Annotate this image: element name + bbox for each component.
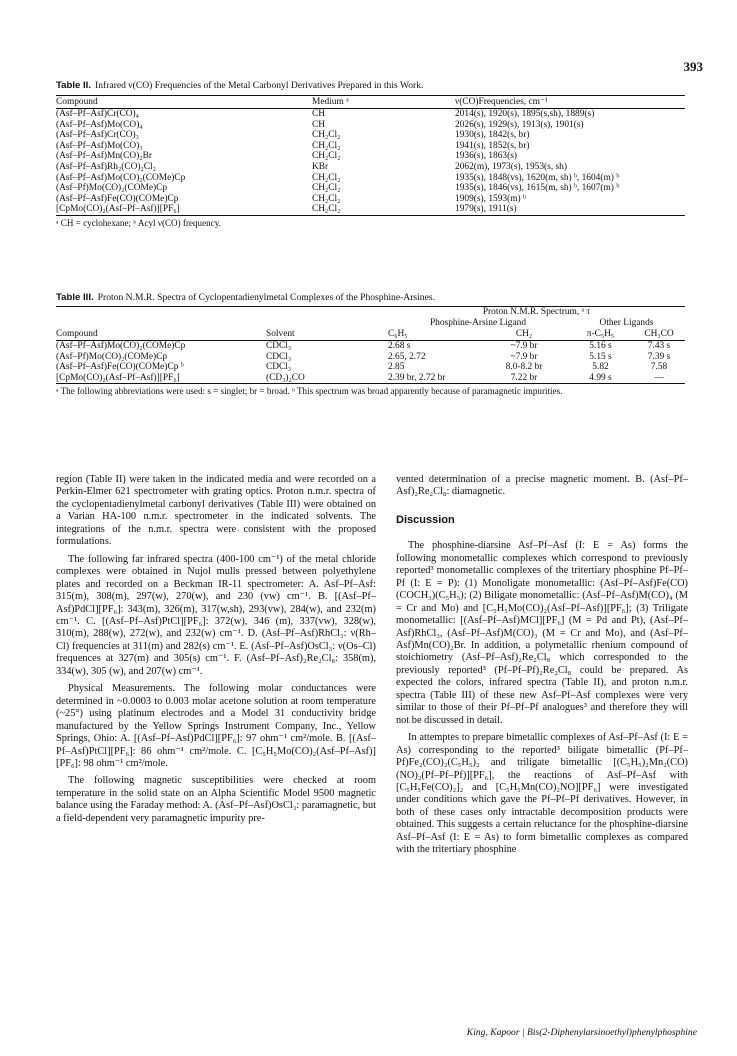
table-cell: (Asf–Pf–Asf)Mo(CO)₂(COMe)Cp [56, 341, 186, 351]
table3-header: CH₂ [515, 329, 533, 339]
table-cell: CH₂Cl₂ [312, 130, 341, 141]
table-row [56, 130, 685, 141]
table-cell: 7.22 br [510, 372, 538, 383]
table-cell: 7.39 s [647, 351, 671, 362]
right-column [396, 474, 688, 857]
table-cell: 1935(s), 1848(vs), 1620(m, sh) ᵇ, 1604(m) ᵇ [455, 172, 620, 183]
page-number: 393 [683, 59, 703, 74]
table3-header: Compound [56, 329, 98, 339]
table-cell: (Asf–Pf)Mo(CO)₂(COMe)Cp [56, 183, 168, 194]
table-cell: CH₂Cl₂ [312, 172, 341, 183]
table3-header: π-C₅H₅ [586, 329, 615, 339]
table-row [56, 173, 685, 184]
table3-group-header: Proton N.M.R. Spectrum, ᵃ τ [482, 307, 591, 317]
table3-header: CH₃CO [644, 329, 674, 339]
table-cell: (Asf–Pf–Asf)Mn(CO)₂Br [56, 151, 152, 162]
table-cell: (Asf–Pf–Asf)Fe(CO)(COMe)Cp [56, 193, 179, 204]
table-row [56, 151, 685, 162]
table-cell: CH [312, 109, 326, 119]
table-cell: (Asf–Pf–Asf)Mo(CO)₂(COMe)Cp [56, 172, 186, 183]
table-cell: 2.68 s [388, 341, 411, 351]
table-cell: 5.16 s [589, 341, 612, 351]
table-cell: CH₂Cl₂ [312, 140, 341, 151]
body-paragraph: Physical Measurements. The following molar conductances were determined in ~0.0003 to 0.003 molar acetone solution at room temperature (~25°) using platinum electrodes and a Model 31 conductivity bridge manufactured by the Yellow Springs Instrument Company, Inc., Yellow Springs, Ohio: A. [(Asf–Pf–Asf)PdCl][PF₆]: 97 ohm⁻¹ cm²/mole. B. [(Asf–Pf–Asf)PtCl][PF₆]: 86 ohm⁻¹ cm²/mole. C. [C₅H₅Mo(CO)₂(Asf–Pf–Asf)][PF₆]: 98 ohm⁻¹ cm²/mole. [56, 683, 376, 769]
table-cell: 2062(m), 1973(s), 1953(s, sh) [455, 161, 567, 172]
table-cell: [CpMo(CO)₂(Asf–Pf–Asf)][PF₆] [56, 372, 180, 383]
table-row [56, 183, 685, 194]
body-paragraph: In attemptes to prepare bimetallic complexes of Asf–Pf–Asf (I: E = As) corresponding to the reported³ biligate bimetallic (Pf–Pf–Pf)Fe₂(CO)₂(C₅H₅)₂ and triligate bimetallic [(C₅H₅)₂Mn₂(CO)(NO)₂(Pf–Pf–Pf)][PF₆], the reactions of Asf–Pf–Asf with [C₅H₅Fe(CO)₂]₂ and [C₅H₅Mn(CO)₂NO][PF₆] were investigated under conditions which gave the Pf–Pf–Pf derivatives. However, in both of these cases only intractable decomposition products were obtained. This suggests a certain reluctance for the phosphine-diarsine Asf–Pf–Asf (I: E = As) to form bimetallic complexes as compared with the tritertiary phosphine [396, 732, 688, 856]
table-cell: 1935(s), 1846(vs), 1615(m, sh) ᵇ, 1607(m) ᵇ [455, 183, 620, 194]
table-cell: ~7.9 br [510, 351, 538, 362]
body-paragraph: The following magnetic susceptibilities were checked at room temperature in the solid state on an Alpha Scientific Model 9500 magnetic balance using the Faraday method: A. (Asf–Pf–Asf)OsCl₃: paramagnetic, but a field-dependent very paramagnetic impurity pre- [56, 775, 376, 824]
table-row [56, 120, 685, 131]
table-cell: — [654, 372, 664, 383]
table-row [56, 341, 685, 352]
table2-header: Medium ᵃ [312, 96, 349, 107]
table-row [56, 109, 685, 120]
body-paragraph: vented determination of a precise magnetic moment. B. (Asf–Pf–Asf)₂Re₂Cl₈: diamagnetic. [396, 474, 688, 498]
table-cell: CH [312, 119, 326, 130]
table3-caption: Table III. Proton N.M.R. Spectra of Cyclopentadienylmetal Complexes of the Phosphine-Arsines. [56, 292, 435, 303]
table2-header: Compound [56, 96, 98, 107]
table-cell: (CD₃)₂CO [266, 372, 305, 383]
table-cell: (Asf–Pf–Asf)Mo(CO)₃ [56, 140, 143, 151]
table-cell: CDCl₃ [266, 351, 292, 362]
table-cell: CDCl₃ [266, 362, 292, 373]
table-cell: CH₂Cl₂ [312, 183, 341, 194]
table-row [56, 352, 685, 363]
table2-footnote: ᵃ CH = cyclohexane; ᵇ Acyl ν(CO) frequency. [56, 217, 221, 228]
table-row [56, 194, 685, 205]
table-cell: (Asf–Pf–Asf)Cr(CO)₄ [56, 109, 139, 119]
table2 [56, 95, 685, 228]
table-cell: CH₂Cl₂ [312, 193, 341, 204]
table-cell: (Asf–Pf–Asf)Fe(CO)(COMe)Cp ᵇ [56, 362, 184, 373]
table-cell: CDCl₃ [266, 341, 292, 351]
table-cell: 4.99 s [589, 372, 612, 383]
table-cell: [CpMo(CO)₂(Asf–Pf–Asf)][PF₆] [56, 204, 180, 215]
table3-ligand-header: Phosphine-Arsine Ligand [429, 318, 527, 328]
table3-footnote: ᵃ The following abbreviations were used: s = singlet; br = broad. ᵇ This spectrum was broad apparently because of paramagnetic impurities. [56, 386, 563, 397]
table-cell: 8.0-8.2 br [505, 362, 543, 373]
table-cell: 2026(s), 1929(s), 1913(s), 1901(s) [455, 119, 584, 130]
table-cell: 1941(s), 1852(s, br) [455, 140, 530, 151]
body-paragraph: region (Table II) were taken in the indicated media and were recorded on a Perkin-Elmer 621 spectrometer with grating optics. Proton n.m.r. spectra of the cyclopentadienylmetal carbonyl derivatives (Table III) were obtained on a Varian HA-100 n.m.r. spectrometer in the indicated solvents. The integrations of the n.m.r. spectra were consistent with the proposed formulations. [56, 474, 376, 548]
table-cell: 1909(s), 1593(m) ᵇ [455, 193, 526, 204]
table-cell: 2.85 [388, 362, 405, 373]
table-cell: 7.58 [650, 362, 668, 373]
table-cell: (Asf–Pf–Asf)Rh₂(CO)₂Cl₂ [56, 161, 156, 172]
table-cell: 1979(s), 1911(s) [455, 204, 517, 215]
table-cell: 2.65, 2.72 [388, 351, 426, 362]
table2-caption: Table II. Infrared ν(CO) Frequencies of the Metal Carbonyl Derivatives Prepared in this Work. [56, 80, 424, 91]
table-cell: 2014(s), 1920(s), 1895(s,sh), 1889(s) [455, 109, 595, 119]
table3-header: Solvent [266, 329, 295, 339]
table-cell: (Asf–Pf–Asf)Mo(CO)₄ [56, 119, 143, 130]
section-heading-discussion: Discussion [396, 513, 455, 526]
table2-header: ν(CO)Frequencies, cm⁻¹ [455, 97, 548, 107]
table3-header: C₆H₅ [388, 329, 408, 339]
table-cell: (Asf–Pf–Asf)Cr(CO)₃ [56, 130, 139, 141]
table3-other-header: Other Ligands [599, 318, 654, 328]
table2-label: Table II. [56, 80, 92, 91]
body-paragraph: The phosphine-diarsine Asf–Pf–Asf (I: E = As) forms the following monometallic complexes which correspond to previously reported³ monometallic complexes of the tritertiary phosphine Pf–Pf–Pf (I: E = P): (1) Monoligate monometallic: (Asf–Pf–Asf)Fe(CO)(COCH₃)(C₅H₅); (2) Biligate monometallic: (Asf–Pf–Asf)M(CO)₄ (M = Cr and Mo) and [C₅H₅Mo(CO)₂(Asf–Pf–Asf)][PF₆]; (3) Triligate monometallic: [(Asf–Pf–Asf)MCl][PF₆] (M = Pd and Pt), (Asf–Pf–Asf)RhCl₃, (Asf–Pf–Asf)M(CO)₃ (M = Cr and Mo), and (Asf–Pf–Asf)Mn(CO)₂Br. In addition, a polymetallic rhenium compound of stoichiometry (Asf–Pf–Asf)₂Re₂Cl₈ which corresponded to the previously reported³ (Pf–Pf–Pf)₂Re₂Cl₈ could be prepared. As expected the colors, infrared spectra (Table II), and proton n.m.r. spectra (Table III) of these new Asf–Pf–Asf complexes were very similar to those of their Pf–Pf–Pf analogues³ and therefore they will not be discussed in detail. [396, 540, 688, 726]
table-cell: (Asf–Pf)Mo(CO)₂(COMe)Cp [56, 351, 168, 362]
table-cell: 7.43 s [647, 341, 671, 351]
table-row [56, 162, 685, 173]
table-cell: 2.39 br, 2.72 br [388, 372, 446, 383]
body-paragraph: The following far infrared spectra (400-100 cm⁻¹) of the metal chloride complexes were obtained in Nujol mulls pressed between polyethylene plates and recorded on a Beckman IR-11 spectrometer: A. Asf–Pf–Asf: 315(m), 308(m), 297(w), 270(w), and 230 (vw) cm⁻¹. B. [(Asf–Pf–Asf)PdCl][PF₆]: 343(m), 326(m), 317(w,sh), 293(vw), 284(w), and 232(m) cm⁻¹. C. [(Asf–Pf–Asf)PtCl][PF₆]: 372(w), 346 (m), 337(vw), 328(w), 310(m), 288(w), 272(w), and 232(w) cm⁻¹. D. (Asf–Pf–Asf)RhCl₃: ν(Rh–Cl) frequencies at 311(m) and 282(s) cm⁻¹. E. (Asf–Pf–Asf)OsCl₃: ν(Os–Cl) frequences at 327(m) and 305(s) cm⁻¹. F. (Asf–Pf–Asf)₂Re₂Cl₈: 358(m), 334(w), 305 (w), and 207(w) cm⁻¹. [56, 553, 376, 677]
table3 [56, 306, 685, 396]
table-row [56, 362, 685, 373]
table-row [56, 373, 685, 384]
left-column [56, 474, 376, 825]
table-cell: 1930(s), 1842(s, br) [455, 130, 530, 141]
table-row [56, 141, 685, 152]
table-row [56, 204, 685, 215]
table-cell: CH₂Cl₂ [312, 204, 341, 215]
table-cell: 1936(s), 1863(s) [455, 151, 517, 162]
table-cell: 5.82 [592, 362, 609, 373]
table-cell: CH₂Cl₂ [312, 151, 341, 162]
table-cell: KBr [312, 161, 329, 172]
running-footer: King, Kapoor | Bis(2-Diphenylarsinoethyl)phenylphosphine [466, 1027, 697, 1038]
table-cell: ~7.9 br [510, 341, 538, 351]
table-cell: 5.15 s [589, 351, 612, 362]
table3-label: Table III. [56, 292, 94, 303]
